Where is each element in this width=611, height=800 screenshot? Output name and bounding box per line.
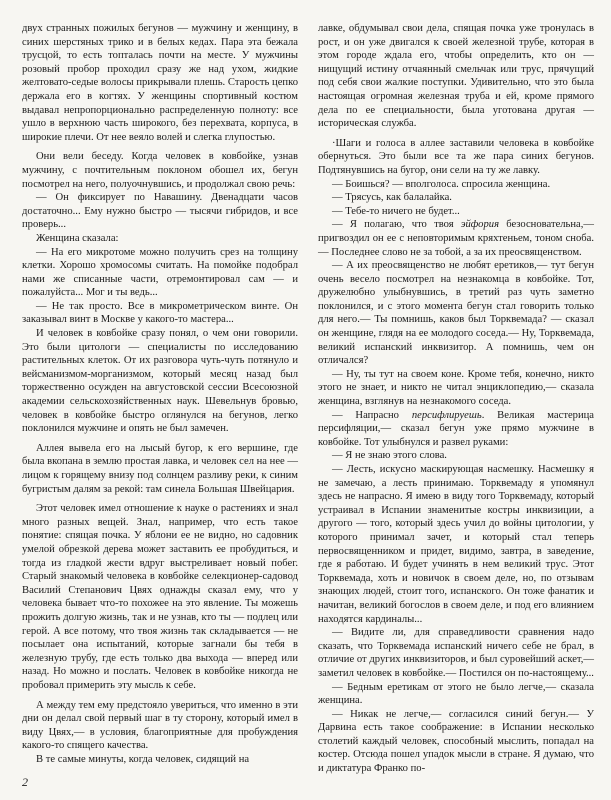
paragraph: Они вели беседу. Когда человек в ковбойке, узнав мужчину, с почтительным поклоном обошел их, бегун посмотрел на него, полуочнувшись, и продолжал свою речь: [22, 151, 298, 190]
paragraph: — Напрасно персифлируешь. Великая мастерица персифляции,— сказал бегун уже прямо мужчине в ковбойке. Тот улыбнулся и развел руками: [318, 409, 594, 448]
paragraph: — Ну, ты тут на своем коне. Кроме тебя, конечно, никто этого не знает, и никто не читал энциклопедию,— сказала женщина, взглянув на незнакомого соседа. [318, 368, 594, 408]
paragraph: — А их преосвященство не любят еретиков,— тут бегун очень весело посмотрел на незнакомца в ковбойке. Тот, дружелюбно улыбнувшись, в третий раз чуть заметно поклонился, и с этого момента бегун стал говорить только для него.— Ты помнишь, каков был Торквемада? — сказал он женщине, глядя на ее молодого соседа.— Ну, Торквемада, великий испанский инквизитор. А помнишь, чем он отличался? [318, 260, 594, 367]
paragraph: Этот человек имел отношение к науке о растениях и знал много разных вещей. Знал, например, что есть такое понятие: спящая почка. У яблони ее не видно, но садовник умелой обрезкой дерева может заставить ее пробудиться, и тогда из гладкой жести вдруг выстреливает новый побег. Старый знакомый человека в ковбойке селекционер-садовод Василий Степанович Цвях однажды сказал ему, что у человека бывает что-то похожее на это явление. Ты можешь прожить долгую жизнь, так и не узнав, кто ты — подлец или герой. А все потому, что твоя жизнь так складывается — не посылает она испытаний, которые загнали бы тебя в железную трубу, где есть только два выхода — вперед или назад. Но можно и послать. Человек в ковбойке никогда не пробовал примерить эту мысль к себе. [22, 503, 298, 691]
paragraph: — Никак не легче,— согласился синий бегун.— У Дарвина есть такое соображение: в Испании несколько столетий каждый человек, способный мыслить, попадал на костер. Отсюда пошел упадок мысли в стране. Я думаю, что и диктатура Франко по- [318, 708, 594, 775]
italic-term: эйфория [460, 219, 499, 231]
paragraph: И человек в ковбойке сразу понял, о чем они говорили. Это были цитологи — специалисты по исследованию растительных клеток. От их разговора чуть-чуть потянуло и вейсманизмом-морганизмом, который месяц назад был торжественно осужден на августовской сессии Всесоюзной академии сельскохозяйственных наук. Шевельнув бровью, человек в ковбойке быстро оглянулся на бегунов, легко поклонился мужчине и опять не был замечен. [22, 328, 298, 435]
paragraph: — Видите ли, для справедливости сравнения надо сказать, что Торквемада испанский ничего себе не брал, в отличие от других инквизиторов, и был суровейший аскет,— заметил человек в ковбойке.— Постился он по-настоящему... [318, 627, 594, 679]
paragraph: Женщина сказала: [36, 232, 119, 244]
paragraph: — Я полагаю, что твоя эйфория безосновательна,— пригвоздил он ее с неповторимым кряхтеньем, тоном сноба.— Последнее слово не за тобой, а за их преосвященством. [318, 219, 595, 258]
paragraph: — Он фиксирует по Навашину. Двенадцати часов достаточно... Ему нужно быстро — тысячи гибридов, и все проверь... [22, 192, 298, 231]
right-column [318, 22, 594, 776]
paragraph: лавке, обдумывал свои дела, спящая почка уже тронулась в рост, и он уже двигался к своей железной трубе, которая в этом городе ждала его, чтобы определить, кто он — нищущий истину отчаянный смельчак или трус, прячущий под себя свои жалкие поступки. Удивительно, что это была настоящая огромная железная труба и ей, кроме прямого дела по ее специальности, была уготована другая — историческая служба. [318, 23, 594, 130]
paragraph: — Бедным еретикам от этого не было легче,— сказала женщина. [318, 681, 594, 707]
text-columns [22, 22, 595, 776]
paragraph: — На его микротоме можно получить срез на толщину клетки. Хорошо хромосомы считать. На помойке подобрал нами же списанные части, отремонтировал сам — и пожалуйста... Мог и ты ведь... [22, 246, 298, 299]
paragraph: В те самые минуты, когда человек, сидящий на [36, 753, 250, 765]
left-column [22, 22, 298, 776]
paragraph: — Трясусь, как балалайка. [332, 192, 452, 204]
paragraph: — Я не знаю этого слова. [332, 450, 447, 462]
italic-term: персифлируешь [411, 409, 482, 421]
paragraph: Аллея вывела его на лысый бугор, к его вершине, где была вкопана в землю простая лавка, и человек сел на нее — лицом к горящему внизу под солнцем разливу реки, к синим бугристым далям за рекой: там синела Большая Швейцария. [22, 442, 298, 495]
paragraph: — Боишься? — вполголоса. спросила женщина. [332, 178, 551, 190]
paragraph: — Тебе-то ничего не будет... [332, 205, 460, 217]
paragraph: А между тем ему предстояло увериться, что именно в эти дни он делал свой первый шаг в ту сторону, который имел в виду Цвях,— в условия, благоприятные для пробуждения какого-то спящего качества. [22, 699, 298, 752]
paragraph: двух странных пожилых бегунов — мужчину и женщину, в синих шерстяных трико и в белых кедах. Пара эта бежала трусцой, то есть топталась почти на месте. У мужчины розовый пробор проходил сразу же над ухом, жидкие желтовато-седые волосы прикрывали плешь. Старость цепко держала его в когтях. У женщины спортивный костюм выдавал непропорционально распределенную полноту: все ушло в верхнюю часть широкого, без перехвата, корпуса, в широкие плечи. От нее веяло волей и слегка глупостью. [22, 23, 298, 143]
page-number: 2 [22, 775, 28, 789]
paragraph: ·Шаги и голоса в аллее заставили человека в ковбойке обернуться. Это были все та же пара синих бегунов. Подтянувшись на бугор, они сели на ту же лавку. [318, 137, 594, 176]
paragraph: — Лесть, искусно маскирующая насмешку. Насмешку я не замечаю, а лесть принимаю. Торквемаду я упомянул здесь не напрасно. Я имею в виду того Торквемаду, который устраивал в Испании знаменитые костры инквизиции, а другого — того, который здесь учил до войны цитологии, у которого принимал зачет, и который стал теперь первосвященником и придет, видимо, завтра, в заведение, где я работаю. И будет учинять в нем великий трус. Этот Торквемада, хоть и новичок в своем деле, но, по отзывам знающих людей, стоит того, испанского. Он тоже фанатик и начитан, великий богослов в своем деле, и под его влиянием находятся кардиналы... [318, 464, 594, 625]
paragraph: — Не так просто. Все в микрометрическом винте. Он заказывал винт в Москве у какого-то мастера... [22, 300, 298, 326]
